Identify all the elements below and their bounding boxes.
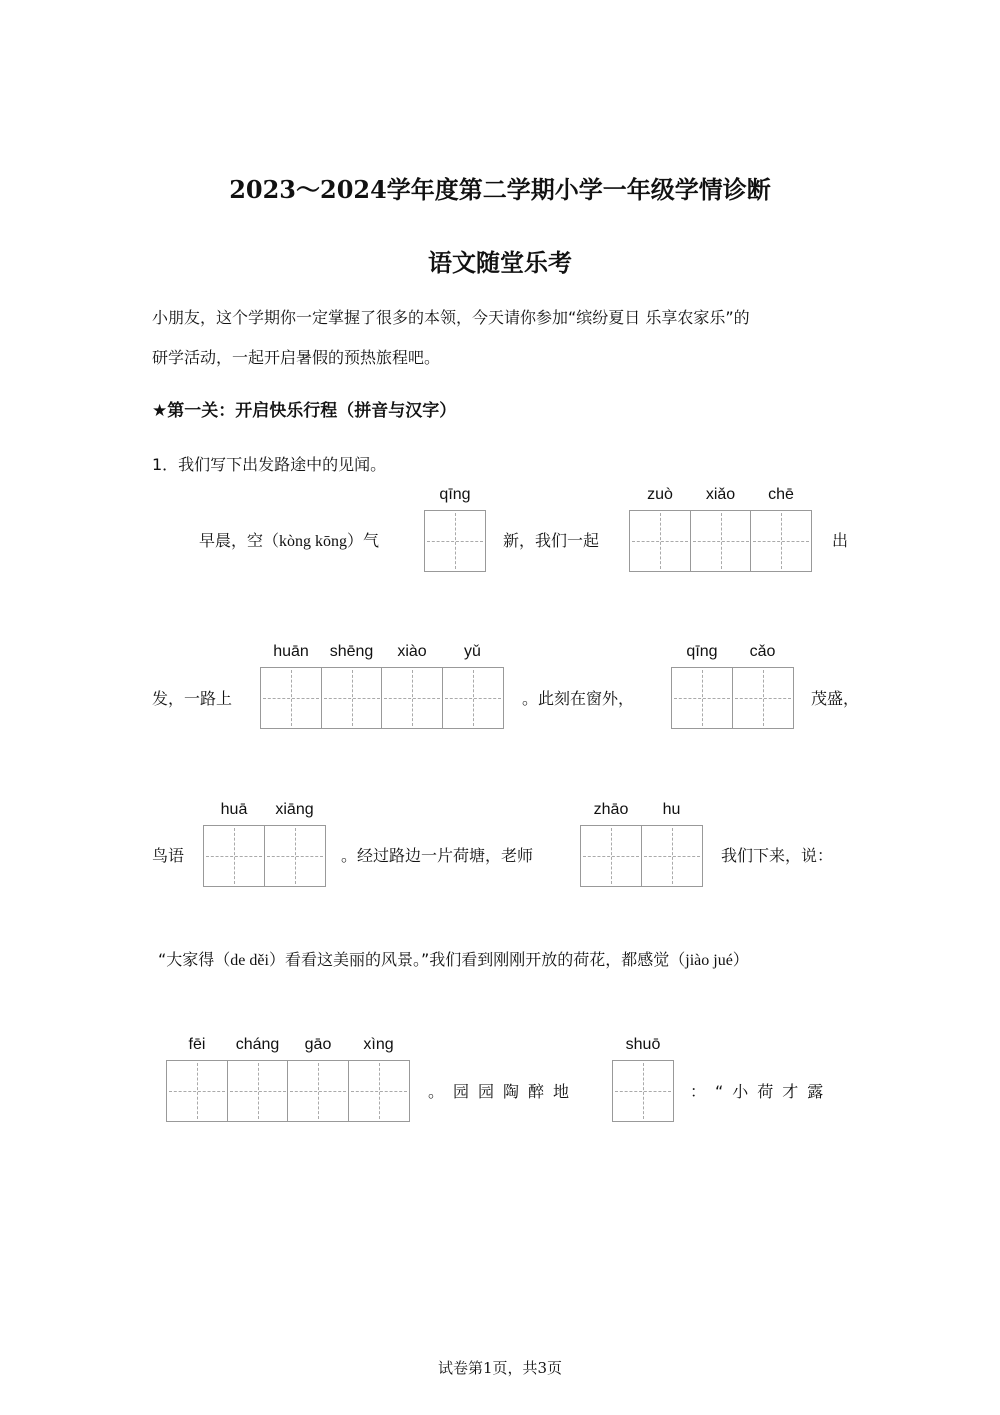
pinyin-label: chē	[768, 486, 794, 503]
writing-cell[interactable]	[629, 486, 691, 572]
row2-text-2: 。此刻在窗外，	[522, 689, 635, 708]
row2-grid-1[interactable]	[260, 643, 504, 729]
question-1: 1．我们写下出发路途中的见闻。	[152, 455, 387, 474]
writing-cell[interactable]	[690, 486, 752, 572]
pinyin-label: zhāo	[593, 801, 629, 818]
intro-line-2: 研学活动，一起开启暑假的预热旅程吧。	[152, 348, 441, 367]
row5-text-2: ：“小荷才露	[690, 1082, 833, 1101]
intro-line-1: 小朋友，这个学期你一定掌握了很多的本领，今天请你参加“缤纷夏日 乐享农家乐”的	[152, 308, 750, 327]
row4-pinyin-choice-2: （jiào jué）	[669, 952, 749, 969]
section-heading: ★第一关：开启快乐行程（拼音与汉字）	[152, 401, 457, 421]
row4-text-c: 看看这美丽的风景。”我们看到刚刚开放的荷花，都感觉	[284, 950, 670, 969]
writing-cell[interactable]	[203, 801, 265, 887]
writing-cell[interactable]	[641, 801, 703, 887]
pinyin-label: fēi	[188, 1036, 206, 1053]
row3-text-3: 我们下来，说：	[721, 846, 834, 865]
row4-text-a: “大家得	[158, 950, 215, 969]
pinyin-label: huā	[220, 801, 248, 818]
row3-text-2: 。经过路边一片荷塘，老师	[341, 846, 534, 865]
title-line-1: 2023～2024学年度第二学期小学一年级学情诊断	[229, 175, 771, 204]
writing-cell[interactable]	[260, 643, 322, 729]
writing-cell[interactable]	[321, 643, 383, 729]
row1-text-1b: 气	[363, 531, 380, 550]
row1-text-3: 出	[832, 531, 849, 550]
writing-cell[interactable]	[227, 1036, 289, 1122]
row5-text-1: 。园园陶醉地	[428, 1082, 579, 1101]
row2-text-1: 发，一路上	[152, 689, 233, 708]
row4-pinyin-choice-1: （de děi）	[214, 952, 285, 969]
row1-grid-2[interactable]	[629, 486, 812, 572]
writing-cell[interactable]	[442, 643, 504, 729]
writing-cell[interactable]	[424, 486, 486, 572]
writing-cell[interactable]	[287, 1036, 349, 1122]
row1-text-1	[199, 528, 379, 551]
pinyin-label: shēng	[329, 643, 374, 660]
row5-grid-1[interactable]	[166, 1036, 410, 1122]
writing-cell[interactable]	[348, 1036, 410, 1122]
writing-cell[interactable]	[612, 1036, 674, 1122]
row1-text-2: 新，我们一起	[503, 531, 600, 550]
pinyin-label: cǎo	[749, 643, 776, 660]
row1-pinyin-choice: （kòng kōng）	[263, 533, 364, 550]
pinyin-label: xìng	[363, 1036, 394, 1053]
writing-cell[interactable]	[264, 801, 326, 887]
title-line-2: 语文随堂乐考	[428, 248, 572, 277]
pinyin-label: hu	[662, 801, 681, 818]
writing-cell[interactable]	[580, 801, 642, 887]
pinyin-label: gāo	[304, 1036, 332, 1053]
pinyin-label: xiāng	[275, 801, 314, 818]
row1-grid-1[interactable]	[424, 486, 486, 572]
pinyin-label: qīng	[686, 643, 718, 660]
writing-cell[interactable]	[381, 643, 443, 729]
page-footer: 试卷第1页，共3页	[437, 1359, 563, 1377]
pinyin-label: huān	[273, 643, 309, 660]
row2-text-3: 茂盛，	[811, 689, 860, 708]
pinyin-label: shuō	[625, 1036, 661, 1053]
pinyin-label: zuò	[647, 486, 673, 503]
row5-grid-2[interactable]	[612, 1036, 674, 1122]
pinyin-label: qīng	[439, 486, 471, 503]
row3-text-1: 鸟语	[152, 846, 185, 865]
pinyin-label: cháng	[235, 1036, 280, 1053]
writing-cell[interactable]	[732, 643, 794, 729]
writing-cell[interactable]	[750, 486, 812, 572]
pinyin-label: yǔ	[464, 643, 481, 660]
row3-grid-2[interactable]	[580, 801, 703, 887]
row4-text	[158, 947, 749, 970]
pinyin-label: xiào	[397, 643, 427, 660]
writing-cell[interactable]	[166, 1036, 228, 1122]
pinyin-label: xiǎo	[705, 486, 736, 503]
row1-text-1a: 早晨，空	[199, 531, 264, 550]
writing-cell[interactable]	[671, 643, 733, 729]
row2-grid-2[interactable]	[671, 643, 794, 729]
row3-grid-1[interactable]	[203, 801, 326, 887]
